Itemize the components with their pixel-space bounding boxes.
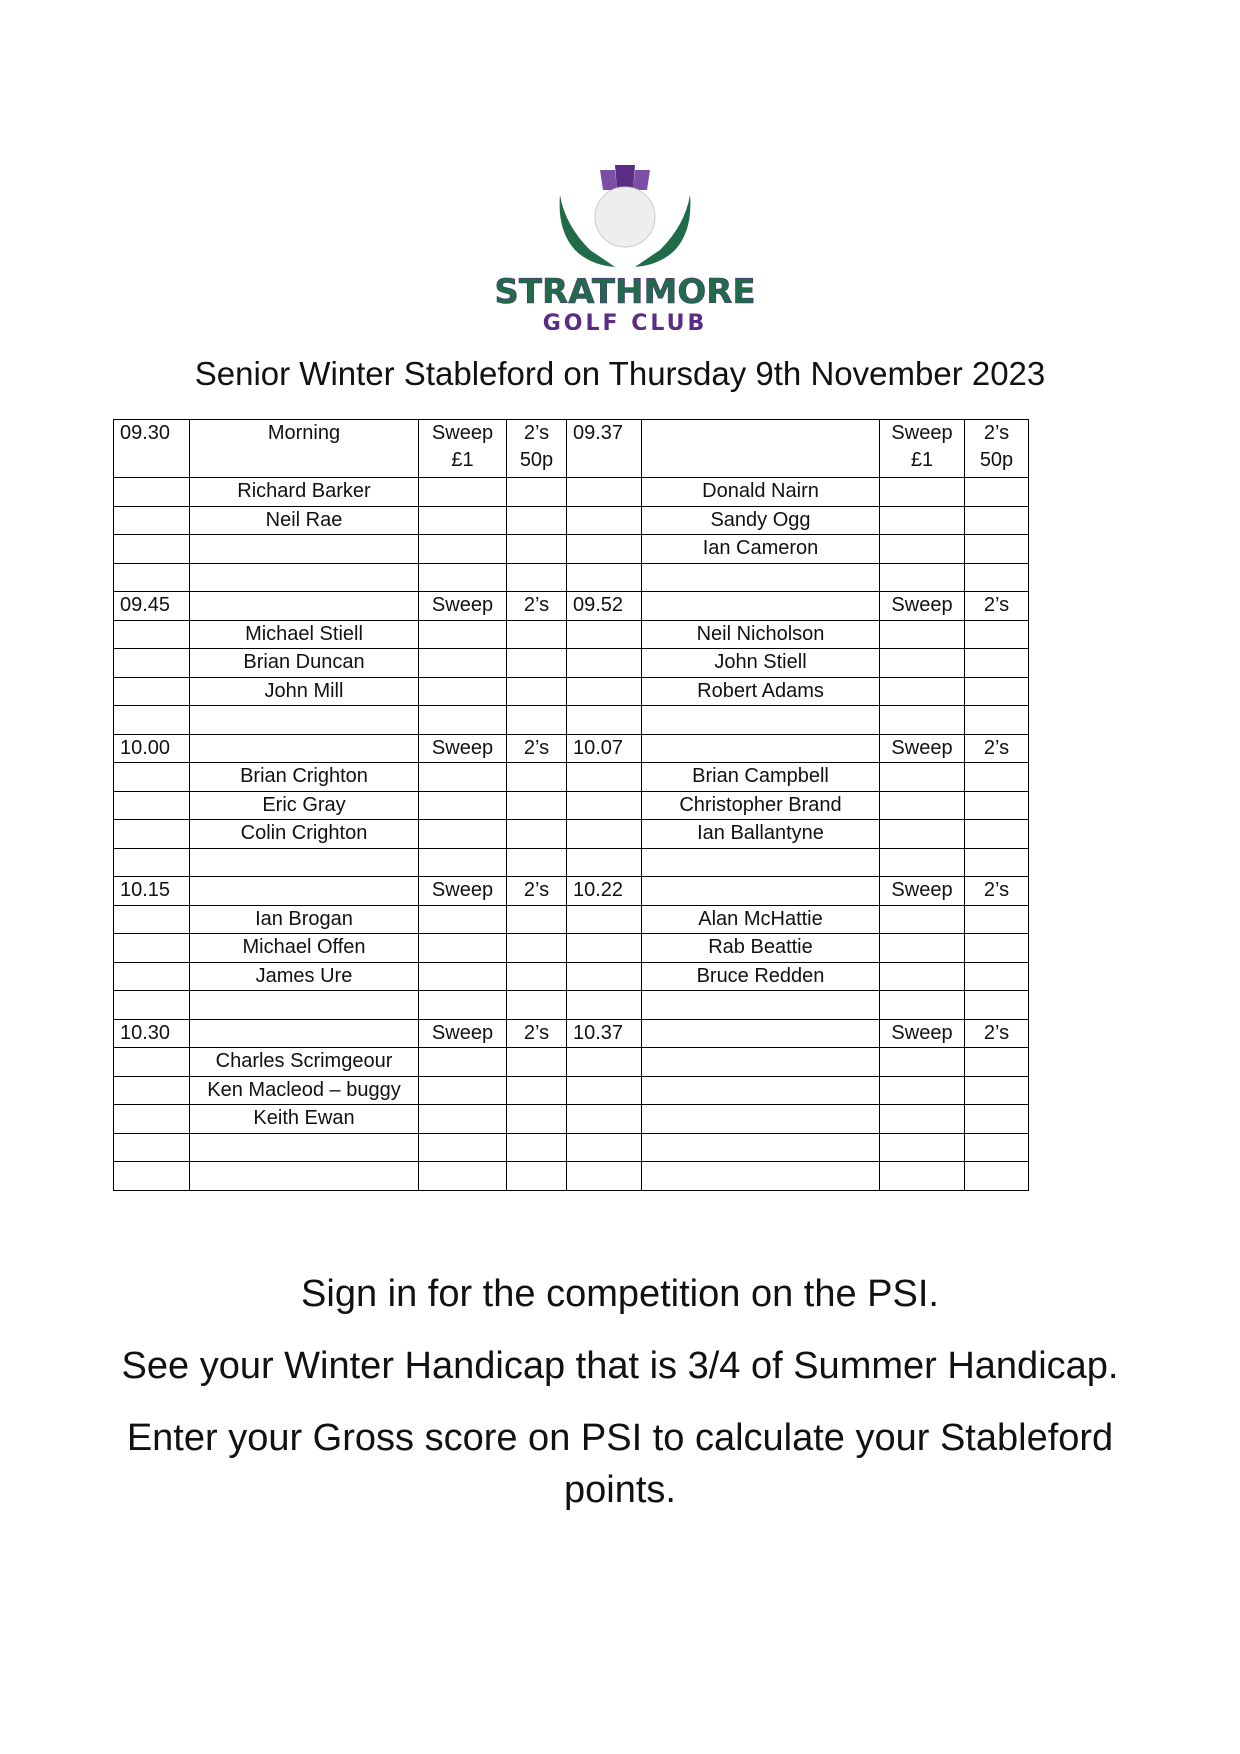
note-handicap: See your Winter Handicap that is 3/4 of Summer Handicap. [121, 1345, 1119, 1387]
twos [507, 848, 567, 877]
twos [965, 535, 1029, 564]
tee-time [114, 1076, 190, 1105]
player-name [190, 1019, 419, 1048]
table-row [114, 677, 1029, 706]
sweep [419, 478, 507, 507]
tee-time [114, 1162, 190, 1191]
twos [507, 934, 567, 963]
player-name: Brian Duncan [190, 649, 419, 678]
player-name: Donald Nairn [642, 478, 880, 507]
twos [507, 991, 567, 1020]
tee-time [114, 535, 190, 564]
player-name: John Stiell [642, 649, 880, 678]
twos: 2’s [507, 877, 567, 906]
tee-time [567, 1048, 642, 1077]
twos [507, 1048, 567, 1077]
table-row [114, 1162, 1029, 1191]
sweep: Sweep [880, 1019, 965, 1048]
player-name [642, 1162, 880, 1191]
sweep-header: Sweep £1 [419, 420, 507, 478]
twos [965, 649, 1029, 678]
sweep [880, 649, 965, 678]
tee-time [114, 620, 190, 649]
tee-time [567, 563, 642, 592]
player-name [642, 848, 880, 877]
player-name: Ken Macleod – buggy [190, 1076, 419, 1105]
twos [965, 905, 1029, 934]
player-name: Ian Ballantyne [642, 820, 880, 849]
sweep [419, 820, 507, 849]
twos [507, 706, 567, 735]
note-sign-in: Sign in for the competition on the PSI. [301, 1273, 939, 1315]
sweep-header: Sweep £1 [880, 420, 965, 478]
table-row [114, 478, 1029, 507]
twos [965, 962, 1029, 991]
sweep [419, 791, 507, 820]
player-name: Eric Gray [190, 791, 419, 820]
tee-time [567, 1076, 642, 1105]
sweep: Sweep [419, 877, 507, 906]
tee-time [114, 791, 190, 820]
table-row [114, 592, 1029, 621]
sweep: Sweep [419, 1019, 507, 1048]
sweep [419, 563, 507, 592]
tee-time [567, 706, 642, 735]
twos-header: 2’s 50p [507, 420, 567, 478]
player-name: Keith Ewan [190, 1105, 419, 1134]
table-row [114, 820, 1029, 849]
sweep [419, 934, 507, 963]
twos [507, 535, 567, 564]
table-row [114, 620, 1029, 649]
twos [965, 763, 1029, 792]
twos [965, 848, 1029, 877]
tee-time [567, 763, 642, 792]
table-row [114, 706, 1029, 735]
sweep [880, 563, 965, 592]
tee-time [567, 1105, 642, 1134]
sweep [419, 649, 507, 678]
sweep: Sweep [880, 877, 965, 906]
player-name: Ian Brogan [190, 905, 419, 934]
twos [965, 791, 1029, 820]
tee-time: 09.52 [567, 592, 642, 621]
table-row [114, 934, 1029, 963]
twos [965, 620, 1029, 649]
club-logo [465, 155, 785, 330]
table-row [114, 535, 1029, 564]
twos [507, 791, 567, 820]
player-name: Michael Stiell [190, 620, 419, 649]
table-row [114, 734, 1029, 763]
sweep [880, 1076, 965, 1105]
sweep [880, 820, 965, 849]
sweep [880, 478, 965, 507]
twos [507, 506, 567, 535]
sweep [419, 1133, 507, 1162]
tee-time [567, 677, 642, 706]
sweep [880, 1105, 965, 1134]
twos [965, 478, 1029, 507]
tee-time: 10.07 [567, 734, 642, 763]
tee-time [114, 1133, 190, 1162]
twos [965, 820, 1029, 849]
page-title: Senior Winter Stableford on Thursday 9th November 2023 [194, 355, 1046, 392]
table-row [114, 1048, 1029, 1077]
tee-time [114, 563, 190, 592]
tee-time [567, 620, 642, 649]
tee-time [114, 649, 190, 678]
twos: 2’s [507, 1019, 567, 1048]
tee-time [114, 506, 190, 535]
tee-time [567, 962, 642, 991]
table-row [114, 791, 1029, 820]
sweep [880, 848, 965, 877]
twos [507, 820, 567, 849]
player-name [190, 563, 419, 592]
twos [507, 1105, 567, 1134]
twos [965, 506, 1029, 535]
player-name: Robert Adams [642, 677, 880, 706]
twos [507, 905, 567, 934]
player-name [190, 592, 419, 621]
tee-time: 10.30 [114, 1019, 190, 1048]
player-name [642, 991, 880, 1020]
twos [965, 1076, 1029, 1105]
player-name: John Mill [190, 677, 419, 706]
session-label [642, 420, 880, 478]
table-row [114, 506, 1029, 535]
tee-time [114, 478, 190, 507]
twos [507, 1133, 567, 1162]
tee-time: 09.30 [114, 420, 190, 478]
sweep [419, 706, 507, 735]
player-name: Colin Crighton [190, 820, 419, 849]
player-name [642, 563, 880, 592]
player-name [190, 1162, 419, 1191]
twos [965, 563, 1029, 592]
player-name [190, 706, 419, 735]
tee-time [567, 506, 642, 535]
player-name [642, 877, 880, 906]
player-name: Bruce Redden [642, 962, 880, 991]
sweep [880, 1133, 965, 1162]
table-row [114, 763, 1029, 792]
sweep [419, 535, 507, 564]
twos: 2’s [965, 734, 1029, 763]
tee-time: 10.37 [567, 1019, 642, 1048]
tee-time: 09.37 [567, 420, 642, 478]
logo-sub: GOLF CLUB [542, 311, 708, 330]
tee-time: 10.15 [114, 877, 190, 906]
player-name [190, 877, 419, 906]
twos: 2’s [507, 592, 567, 621]
tee-time [567, 991, 642, 1020]
twos [965, 1133, 1029, 1162]
sweep [419, 1105, 507, 1134]
player-name: Sandy Ogg [642, 506, 880, 535]
tee-time [567, 1133, 642, 1162]
tee-time: 10.22 [567, 877, 642, 906]
note-gross-score-cont: points. [564, 1469, 676, 1511]
twos [507, 763, 567, 792]
player-name: James Ure [190, 962, 419, 991]
sweep [419, 506, 507, 535]
tee-time: 09.45 [114, 592, 190, 621]
player-name: Christopher Brand [642, 791, 880, 820]
sweep [880, 763, 965, 792]
sweep [419, 991, 507, 1020]
tee-time [114, 905, 190, 934]
sweep: Sweep [419, 734, 507, 763]
player-name [190, 848, 419, 877]
table-row [114, 991, 1029, 1020]
player-name [642, 706, 880, 735]
sweep [880, 934, 965, 963]
player-name [190, 535, 419, 564]
sweep [419, 1162, 507, 1191]
player-name: Neil Nicholson [642, 620, 880, 649]
twos [965, 706, 1029, 735]
sweep [880, 991, 965, 1020]
sweep [880, 535, 965, 564]
table-row [114, 1105, 1029, 1134]
session-label: Morning [190, 420, 419, 478]
tee-time [567, 934, 642, 963]
tee-time [114, 991, 190, 1020]
player-name [642, 1048, 880, 1077]
sweep [880, 791, 965, 820]
player-name [642, 734, 880, 763]
player-name [190, 1133, 419, 1162]
table-header-row [114, 420, 1029, 478]
tee-time [114, 820, 190, 849]
twos [507, 563, 567, 592]
sweep [880, 677, 965, 706]
sweep: Sweep [880, 734, 965, 763]
tee-time [567, 535, 642, 564]
twos [965, 1162, 1029, 1191]
table-row [114, 1076, 1029, 1105]
tee-time [567, 1162, 642, 1191]
table-row [114, 649, 1029, 678]
table-row [114, 848, 1029, 877]
tee-time [114, 763, 190, 792]
twos [965, 934, 1029, 963]
player-name [642, 1105, 880, 1134]
sweep [419, 677, 507, 706]
twos: 2’s [965, 877, 1029, 906]
twos [507, 1162, 567, 1191]
player-name: Neil Rae [190, 506, 419, 535]
table-row [114, 877, 1029, 906]
tee-time [114, 677, 190, 706]
twos [507, 620, 567, 649]
twos [965, 991, 1029, 1020]
tee-times-table [113, 419, 1029, 1191]
note-gross-score: Enter your Gross score on PSI to calculate your Stableford [126, 1417, 1114, 1459]
table-row [114, 1133, 1029, 1162]
tee-time [114, 934, 190, 963]
player-name: Alan McHattie [642, 905, 880, 934]
twos-header: 2’s 50p [965, 420, 1029, 478]
tee-time [114, 1105, 190, 1134]
player-name [190, 991, 419, 1020]
twos [507, 962, 567, 991]
twos: 2’s [965, 1019, 1029, 1048]
sweep [419, 763, 507, 792]
player-name: Rab Beattie [642, 934, 880, 963]
sweep [419, 848, 507, 877]
player-name: Brian Campbell [642, 763, 880, 792]
twos: 2’s [965, 592, 1029, 621]
player-name: Ian Cameron [642, 535, 880, 564]
sweep [419, 905, 507, 934]
player-name: Michael Offen [190, 934, 419, 963]
sweep [419, 1076, 507, 1105]
sweep [419, 962, 507, 991]
sweep [419, 1048, 507, 1077]
twos [507, 478, 567, 507]
sweep [880, 1162, 965, 1191]
instructions [0, 1258, 1240, 1516]
twos [965, 1048, 1029, 1077]
twos [507, 649, 567, 678]
twos [965, 677, 1029, 706]
player-name [642, 592, 880, 621]
twos: 2’s [507, 734, 567, 763]
player-name [642, 1133, 880, 1162]
tee-time [567, 848, 642, 877]
sweep [419, 620, 507, 649]
table-row [114, 563, 1029, 592]
sweep: Sweep [419, 592, 507, 621]
sweep [880, 506, 965, 535]
sweep: Sweep [880, 592, 965, 621]
tee-time [114, 962, 190, 991]
table-row [114, 1019, 1029, 1048]
sweep [880, 706, 965, 735]
logo-name: STRATHMORE [494, 272, 756, 312]
sweep [880, 1048, 965, 1077]
table-row [114, 905, 1029, 934]
twos [507, 1076, 567, 1105]
player-name [190, 734, 419, 763]
player-name [642, 1076, 880, 1105]
tee-time [114, 848, 190, 877]
tee-time [567, 649, 642, 678]
player-name: Richard Barker [190, 478, 419, 507]
tee-time [114, 706, 190, 735]
player-name: Brian Crighton [190, 763, 419, 792]
twos [965, 1105, 1029, 1134]
tee-time [114, 1048, 190, 1077]
sweep [880, 905, 965, 934]
twos [507, 677, 567, 706]
player-name: Charles Scrimgeour [190, 1048, 419, 1077]
sweep [880, 962, 965, 991]
player-name [642, 1019, 880, 1048]
tee-time: 10.00 [114, 734, 190, 763]
tee-time [567, 791, 642, 820]
table-row [114, 962, 1029, 991]
tee-time [567, 905, 642, 934]
tee-time [567, 478, 642, 507]
sweep [880, 620, 965, 649]
tee-time [567, 820, 642, 849]
